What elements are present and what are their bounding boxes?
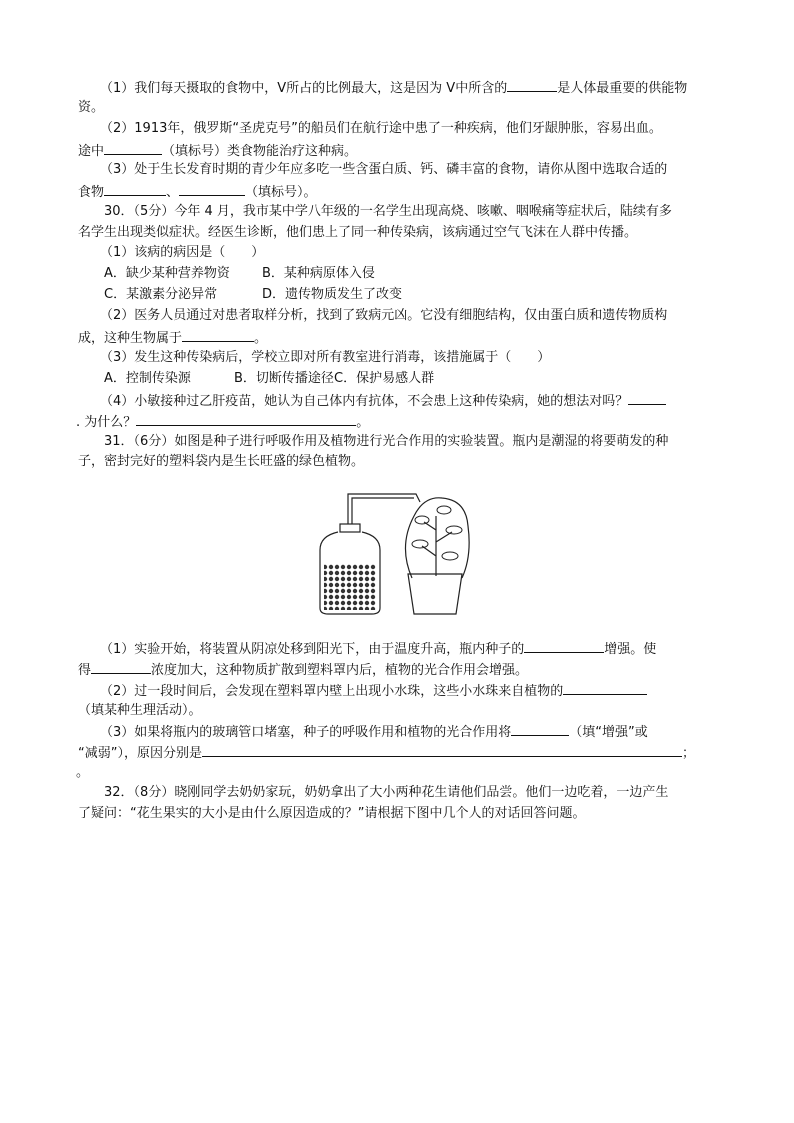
option-b: B．切断传播途径 <box>234 371 334 386</box>
seeds <box>324 564 376 610</box>
text: （4）小敏接种过乙肝疫苗，她认为自己体内有抗体，不会患上这种传染病，她的想法对吗？ <box>100 394 629 409</box>
text: （1）我们每天摄取的食物中，V所占的比例最大，这是因为 V中所含的 <box>100 81 508 96</box>
text: 增强。使 <box>604 642 657 657</box>
q30-sub4 <box>100 391 666 409</box>
leaf <box>442 552 458 560</box>
text: 。 <box>76 765 90 780</box>
q29-part3-cont <box>78 182 317 200</box>
answer-blank[interactable] <box>91 660 151 674</box>
leaf <box>415 516 429 524</box>
text: （填标号）类食物能治疗这种病。 <box>162 144 358 159</box>
answer-blank[interactable] <box>104 141 162 155</box>
text: （填“增强”或 <box>569 725 648 740</box>
answer-blank[interactable] <box>524 639 604 653</box>
q29-part2-cont <box>78 141 357 159</box>
option-b: B．某种病原体入侵 <box>262 266 375 281</box>
leaf <box>437 506 451 514</box>
q32-intro: 32．（8分）晓刚同学去奶奶家玩，奶奶拿出了大小两种花生请他们品尝。他们一边吃着，一边产生 <box>104 785 669 800</box>
q29-part3: （3）处于生长发育时期的青少年应多吃一些含蛋白质、钙、磷丰富的食物，请你从图中选取合适的 <box>100 162 668 177</box>
q31-sub2 <box>100 681 647 699</box>
answer-blank[interactable] <box>628 391 666 405</box>
q30-sub2-cont <box>78 328 267 346</box>
q31-intro: 31．（6分）如图是种子进行呼吸作用及植物进行光合作用的实验装置。瓶内是潮湿的将要萌发的种 <box>104 434 669 449</box>
answer-blank[interactable] <box>563 681 647 695</box>
text: 是人体最重要的供能物 <box>557 81 688 96</box>
q31-sub3-cont <box>78 743 695 761</box>
text: 资。 <box>78 100 105 115</box>
q30-sub3: （3）发生这种传染病后，学校立即对所有教室进行消毒，该措施属于（ ） <box>100 350 551 365</box>
text: （填标号）。 <box>245 185 317 200</box>
text: 。 <box>254 331 268 346</box>
q30-intro: 30．（5分）今年 4 月，我市某中学八年级的一名学生出现高烧、咳嗽、咽喉痛等症状后，陆续有多 <box>104 204 672 219</box>
q31-sub3 <box>100 722 648 740</box>
text: 浓度加大，这种物质扩散到塑料罩内后，植物的光合作用会增强。 <box>151 663 529 678</box>
text: 。 <box>356 415 370 430</box>
option-c: C．保护易感人群 <box>334 371 435 386</box>
option-a: A．缺少某种营养物资 <box>104 266 230 281</box>
text: （3）如果将瓶内的玻璃管口堵塞，种子的呼吸作用和植物的光合作用将 <box>100 725 512 740</box>
q31-sub1 <box>100 639 656 657</box>
text: （1）实验开始，将装置从阴凉处移到阳光下，由于温度升高，瓶内种子的 <box>100 642 525 657</box>
text: 得 <box>78 663 92 678</box>
text: （填某种生理活动）。 <box>78 703 202 718</box>
text: “减弱”），原因分别是 <box>78 746 202 761</box>
text: 成，这种生物属于 <box>78 331 183 346</box>
text: 了疑问：“花生果实的大小是由什么原因造成的？”请根据下图中几个人的对话回答问题。 <box>78 806 586 821</box>
answer-blank[interactable] <box>507 78 557 92</box>
leaf <box>446 526 462 534</box>
text: 食物 <box>78 185 105 200</box>
text: 途中 <box>78 144 105 159</box>
text: 、 <box>166 185 180 200</box>
option-c: C．某激素分泌异常 <box>104 287 218 302</box>
q30-sub1: （1）该病的病因是（ ） <box>100 245 265 260</box>
text: 名学生出现类似症状。经医生诊断，他们患上了同一种传染病，该病通过空气飞沫在人群中传播。 <box>78 225 638 240</box>
leaf <box>412 540 428 548</box>
q29-part1 <box>100 78 687 96</box>
option-d: D．遗传物质发生了改变 <box>262 287 403 302</box>
q29-part2: （2）1913年，俄罗斯“圣虎克号”的船员们在航行途中患了一种疾病，他们牙龈肿胀，容易出血。 <box>100 121 662 136</box>
jar-stopper <box>340 524 360 532</box>
experiment-apparatus-figure <box>316 486 486 618</box>
q30-sub2: （2）医务人员通过对患者取样分析，找到了致病元凶。它没有细胞结构，仅由蛋白质和遗传物质构 <box>100 308 668 323</box>
answer-blank[interactable] <box>182 328 254 342</box>
text: 子，密封完好的塑料袋内是生长旺盛的绿色植物。 <box>78 454 365 469</box>
answer-blank[interactable] <box>202 743 682 757</box>
answer-blank[interactable] <box>136 412 356 426</box>
q31-sub1-cont <box>78 660 528 678</box>
q30-sub4-cont <box>76 412 369 430</box>
answer-blank[interactable] <box>511 722 569 736</box>
flower-pot <box>408 574 462 614</box>
option-a: A．控制传染源 <box>104 371 191 386</box>
answer-blank[interactable] <box>104 182 166 196</box>
text: （2）过一段时间后，会发现在塑料罩内壁上出现小水珠，这些小水珠来自植物的 <box>100 684 564 699</box>
text: . 为什么？ <box>76 415 137 430</box>
answer-blank[interactable] <box>179 182 245 196</box>
glass-tube <box>348 494 420 524</box>
text: ； <box>681 746 695 761</box>
